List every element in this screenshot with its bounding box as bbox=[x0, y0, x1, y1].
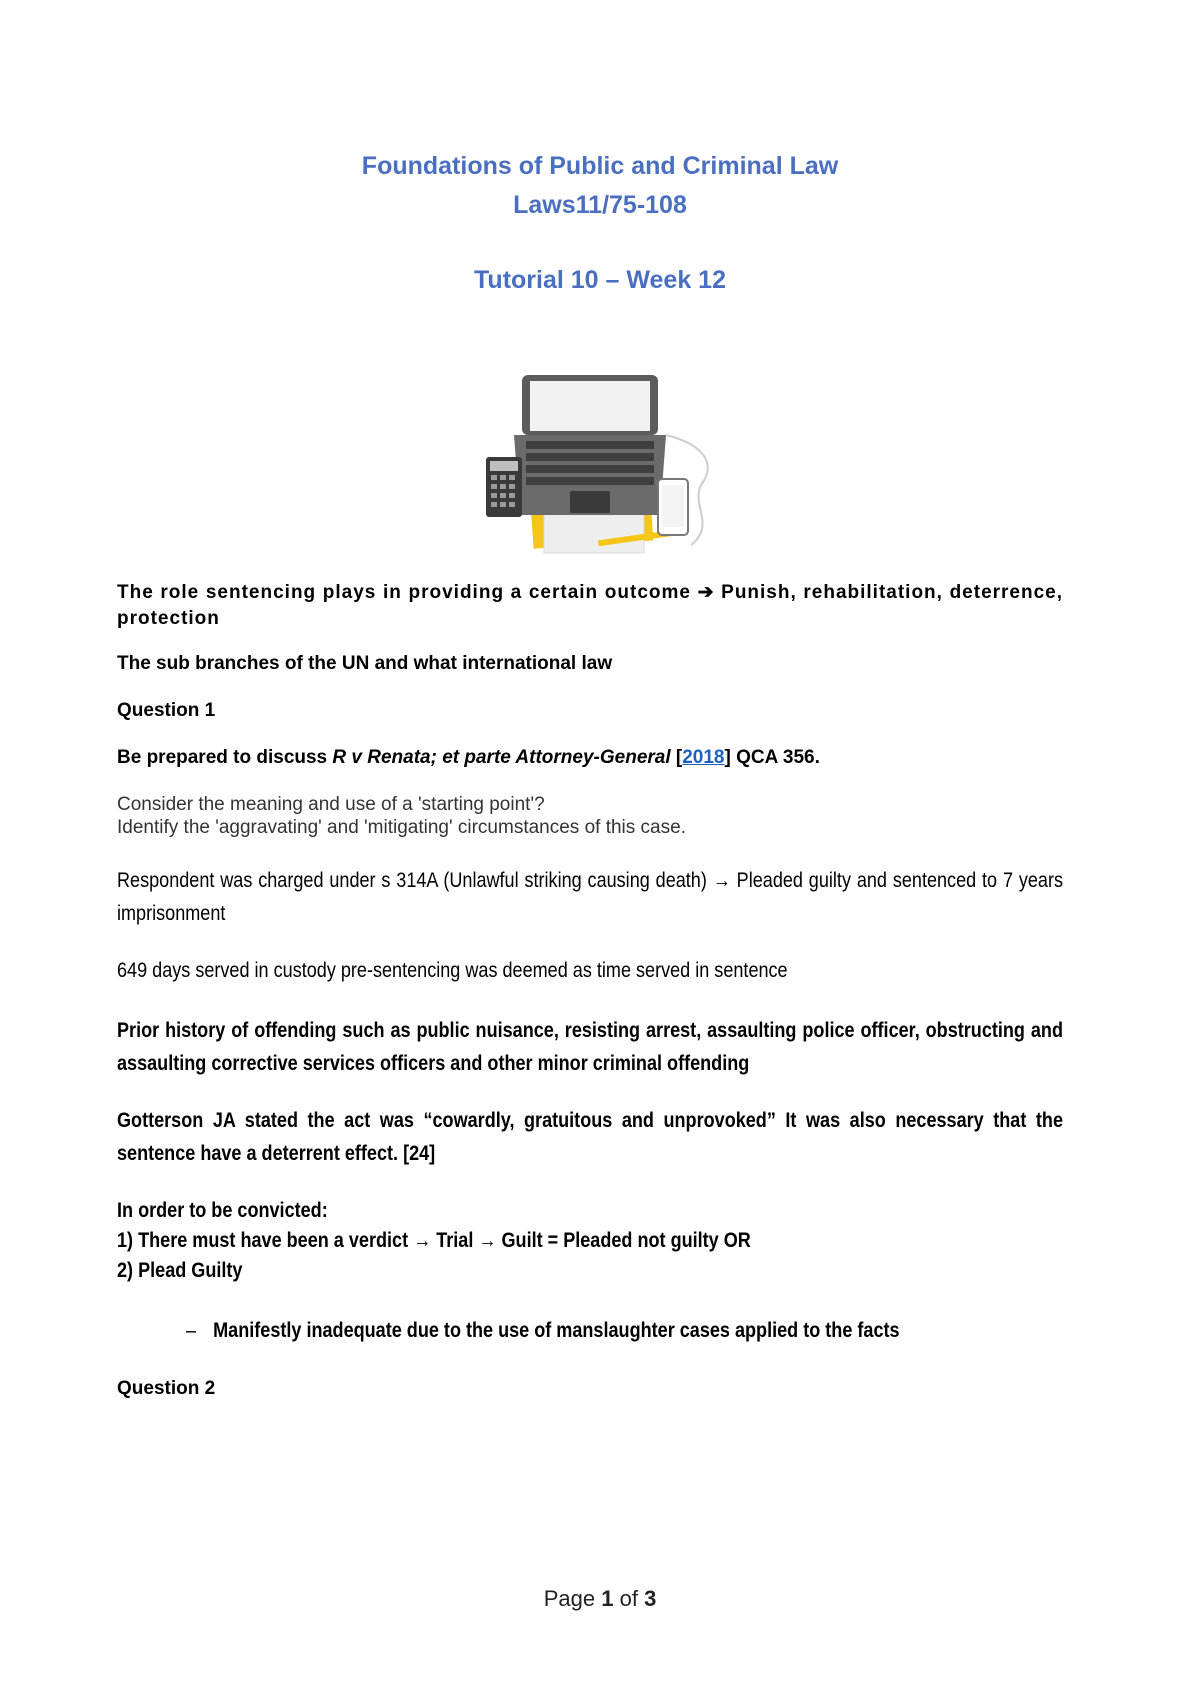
question-1-heading: Question 1 bbox=[117, 700, 216, 721]
arrow-icon: → bbox=[712, 869, 731, 892]
list-number: 1) bbox=[117, 1229, 134, 1252]
sentencing-role-paragraph bbox=[117, 580, 1063, 632]
laptop-desk-icon bbox=[486, 375, 722, 561]
charged-a: Respondent was charged under s 314A (Unlawful striking causing death) bbox=[117, 869, 707, 892]
un-branches-line: The sub branches of the UN and what international law bbox=[117, 653, 613, 674]
arrow-icon: → bbox=[413, 1229, 432, 1252]
page-word: Page bbox=[543, 1586, 596, 1611]
item1-b: Trial bbox=[436, 1229, 474, 1252]
tutorial-title: Tutorial 10 – Week 12 bbox=[474, 266, 726, 294]
case-year-link[interactable]: 2018 bbox=[682, 747, 725, 768]
gotterson-paragraph: Gotterson JA stated the act was “cowardly, gratuitous and unprovoked” It was also necessary that the sentence have a deterrent effect. [24] bbox=[117, 1109, 1063, 1165]
question-1-prompt bbox=[117, 745, 1063, 771]
course-code: Laws11/75-108 bbox=[513, 191, 687, 219]
list-item-1 bbox=[117, 1224, 1063, 1257]
dash-bullet: – bbox=[186, 1319, 197, 1342]
page-footer bbox=[0, 1586, 1200, 1612]
item1-a: There must have been a verdict bbox=[138, 1229, 409, 1252]
course-title: Foundations of Public and Criminal Law bbox=[361, 152, 839, 180]
arrow-icon: ➔ bbox=[697, 582, 715, 603]
sentencing-role-a: The role sentencing plays in providing a certain outcome bbox=[117, 582, 691, 603]
custody-line: 649 days served in custody pre-sentencing was deemed as time served in sentence bbox=[117, 959, 788, 982]
bracket-close: ] QCA 356. bbox=[724, 747, 820, 768]
manifestly-text: Manifestly inadequate due to the use of manslaughter cases applied to the facts bbox=[213, 1319, 900, 1342]
charged-paragraph bbox=[117, 864, 1063, 930]
question-2-heading: Question 2 bbox=[117, 1378, 216, 1399]
prior-history-paragraph: Prior history of offending such as public nuisance, resisting arrest, assaulting police officer, obstructing and assaulting corrective services officers and other minor criminal offending bbox=[117, 1019, 1063, 1075]
sentencing-role-b: Punish, rehabilitation, deterrence, protection bbox=[117, 582, 1064, 629]
list-item-2 bbox=[117, 1254, 1063, 1287]
manifestly-line bbox=[186, 1314, 1132, 1347]
prompt-prefix: Be prepared to discuss bbox=[117, 747, 333, 768]
bracket-open: [ bbox=[670, 747, 683, 768]
of-word: of bbox=[619, 1586, 638, 1611]
consider-line: Consider the meaning and use of a 'starting point'? bbox=[117, 794, 545, 815]
list-number: 2) bbox=[117, 1259, 134, 1282]
page-total: 3 bbox=[644, 1586, 657, 1611]
identify-line: Identify the 'aggravating' and 'mitigating' circumstances of this case. bbox=[117, 817, 686, 838]
case-name: R v Renata; et parte Attorney-General bbox=[332, 747, 671, 768]
item2: Plead Guilty bbox=[138, 1259, 243, 1282]
item1-c: Guilt = Pleaded not guilty OR bbox=[501, 1229, 751, 1252]
charged-b: Pleaded guilty and sentenced to 7 years imprisonment bbox=[117, 869, 1064, 925]
arrow-icon: → bbox=[478, 1229, 497, 1252]
convicted-heading: In order to be convicted: bbox=[117, 1199, 328, 1222]
page-number: 1 bbox=[601, 1586, 614, 1611]
